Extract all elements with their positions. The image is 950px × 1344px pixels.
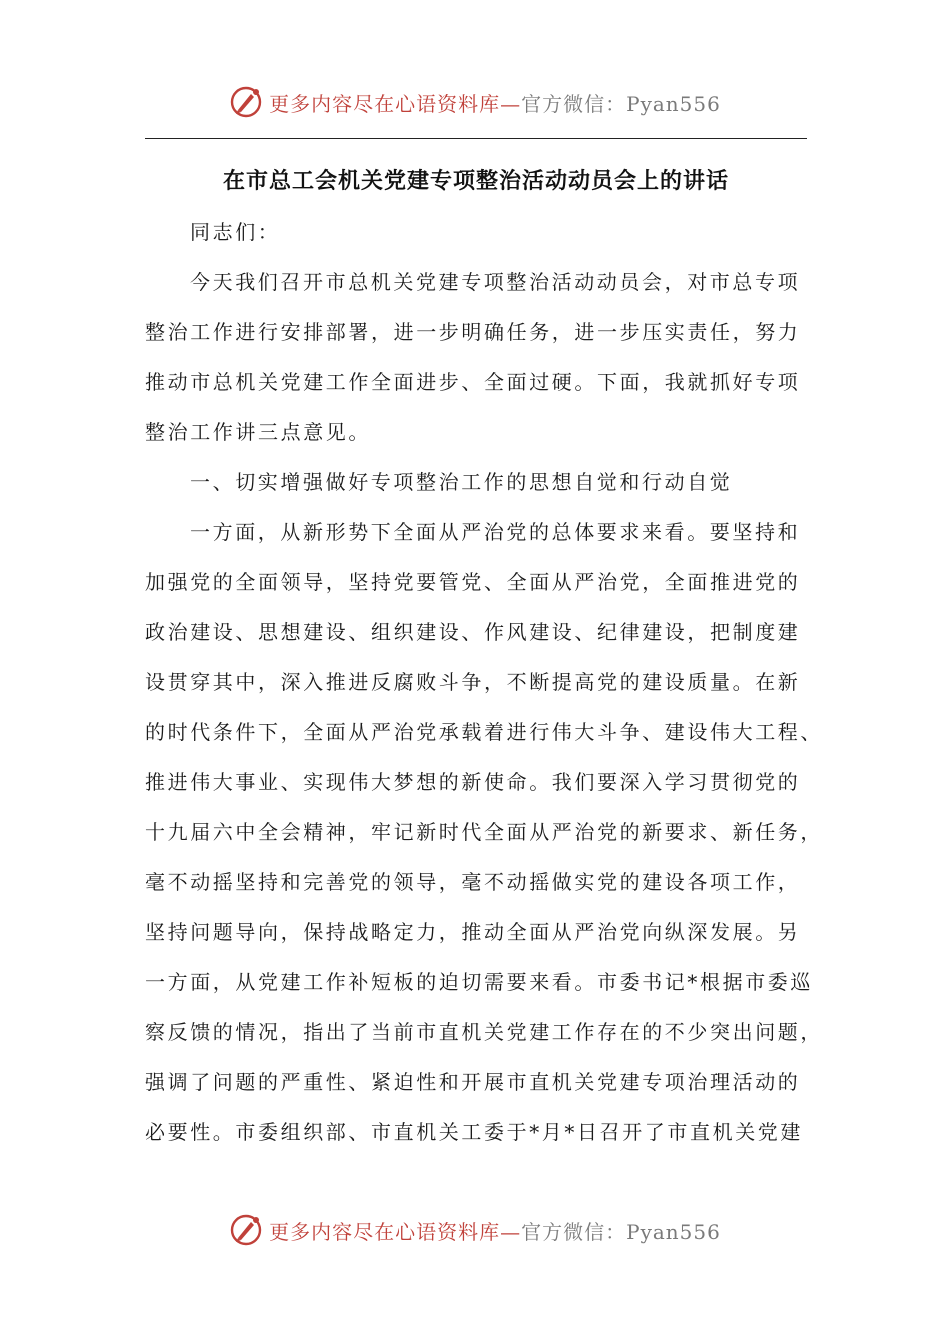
- paragraph-line: 政治建设、思想建设、组织建设、作风建设、纪律建设，把制度建: [145, 620, 801, 644]
- paragraph-line: 整治工作进行安排部署，进一步明确任务，进一步压实责任，努力: [145, 320, 801, 344]
- paragraph-line: 推动市总机关党建工作全面进步、全面过硬。下面，我就抓好专项: [145, 370, 801, 394]
- paragraph-line: 推进伟大事业、实现伟大梦想的新使命。我们要深入学习贯彻党的: [145, 770, 801, 794]
- paragraph-line: 必要性。市委组织部、市直机关工委于*月*日召开了市直机关党建: [145, 1120, 803, 1144]
- paragraph-line: 整治工作讲三点意见。: [145, 420, 371, 444]
- footer-banner: [0, 1210, 950, 1250]
- paragraph-line: 察反馈的情况，指出了当前市直机关党建工作存在的不少突出问题，: [145, 1020, 823, 1044]
- paragraph-line: 一方面，从新形势下全面从严治党的总体要求来看。要坚持和: [190, 520, 801, 544]
- paragraph-line: 毫不动摇坚持和完善党的领导，毫不动摇做实党的建设各项工作，: [145, 870, 801, 894]
- document-body: [145, 207, 823, 1157]
- paragraph-line: 强调了问题的严重性、紧迫性和开展市直机关党建专项治理活动的: [145, 1070, 801, 1094]
- header-banner: [0, 82, 950, 122]
- paragraph-line: 十九届六中全会精神，牢记新时代全面从严治党的新要求、新任务，: [145, 820, 823, 844]
- banner-text: [269, 1216, 721, 1245]
- paragraph-line: 今天我们召开市总机关党建专项整治活动动员会，对市总专项: [190, 270, 801, 294]
- paragraph-line: 的时代条件下，全面从严治党承载着进行伟大斗争、建设伟大工程、: [145, 720, 823, 744]
- pen-circle-icon: [229, 1213, 263, 1247]
- paragraph-line: 一方面，从党建工作补短板的迫切需要来看。市委书记*根据市委巡: [145, 970, 813, 994]
- pen-circle-icon: [229, 85, 263, 119]
- salutation: 同志们：: [190, 220, 281, 244]
- brand-text: 更多内容尽在心语资料库—: [269, 1219, 522, 1244]
- paragraph-line: 加强党的全面领导，坚持党要管党、全面从严治党，全面推进党的: [145, 570, 801, 594]
- paragraph-line: 设贯穿其中，深入推进反腐败斗争，不断提高党的建设质量。在新: [145, 670, 801, 694]
- paragraph-line: 坚持问题导向，保持战略定力，推动全面从严治党向纵深发展。另: [145, 920, 801, 944]
- banner-text: [269, 88, 721, 117]
- wechat-text: 官方微信：Pyan556: [521, 91, 721, 116]
- brand-text: 更多内容尽在心语资料库—: [269, 91, 522, 116]
- document-title: 在市总工会机关党建专项整治活动动员会上的讲话: [222, 169, 729, 194]
- wechat-text: 官方微信：Pyan556: [521, 1219, 721, 1244]
- section-heading: 一、切实增强做好专项整治工作的思想自觉和行动自觉: [190, 470, 733, 494]
- header-rule: [145, 138, 807, 139]
